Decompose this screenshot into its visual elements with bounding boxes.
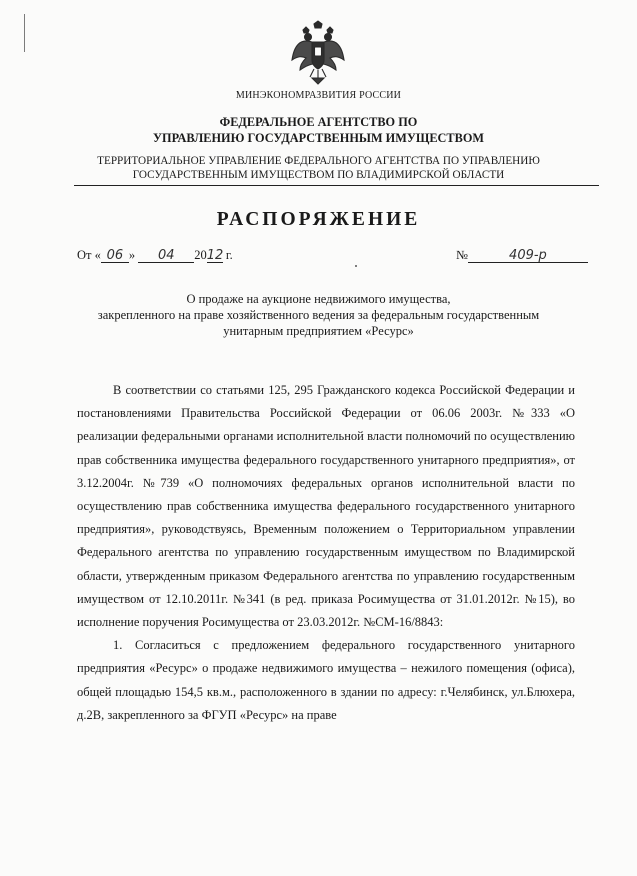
number-value-handwritten: 409-р: [468, 249, 588, 263]
header-divider: [74, 185, 599, 186]
date-suffix: г.: [222, 248, 233, 262]
agency-name-line: ФЕДЕРАЛЬНОЕ АГЕНТСТВО ПО: [219, 115, 418, 129]
ministry-name: МИНЭКОНОМРАЗВИТИЯ РОССИИ: [235, 90, 402, 101]
subject-line: О продаже на аукционе недвижимого имущества,: [186, 292, 451, 306]
scan-speck: [355, 265, 357, 267]
agency-name-line: УПРАВЛЕНИЮ ГОСУДАРСТВЕННЫМ ИМУЩЕСТВОМ: [152, 131, 485, 145]
body-paragraph-preamble: В соответствии со статьями 125, 295 Гражданского кодекса Российской Федерации и постановлениями Правительства Российской Федерации от 06.06 2003г. №333 «О реализации федеральными органами исполнительной власти полномочий по осуществлению прав собственника имущества федерального государственного унитарного предприятия», от 3.12.2004г. №739 «О полномочиях федеральных органов исполнительной власти по осуществлению прав собственника имущества федерального государственного унитарного предприятия», руководствуясь, Временным положением о Территориальном управлении Федерального агентства по управлению государственным имуществом по Владимирской области, утвержденным приказом Федерального агентства по управлению государственным имуществом от 12.10.2011г. №341 (в ред. приказа Росимущества от 31.01.2012г. №15), во исполнение поручения Росимущества от 23.03.2012г. №СМ-16/8843:: [77, 383, 575, 630]
date-day-handwritten: 06: [101, 249, 129, 263]
order-subject: [80, 291, 557, 339]
document-title: РАСПОРЯЖЕНИЕ: [216, 209, 421, 230]
territorial-office-line: ГОСУДАРСТВЕННЫМ ИМУЩЕСТВОМ ПО ВЛАДИМИРСКОЙ ОБЛАСТИ: [132, 168, 505, 181]
subject-line: унитарным предприятием «Ресурс»: [223, 324, 414, 338]
order-date: [77, 248, 233, 263]
agency-name: [0, 114, 637, 146]
order-number: [456, 248, 588, 263]
body-paragraph-item-1: 1. Согласиться с предложением федерального государственного унитарного предприятия «Ресурс» о продаже недвижимого имущества – нежилого помещения (офиса), общей площадью 154,5 кв.м., расположенного в здании по адресу: г.Челябинск, ул.Блюхера, д.2В, закрепленного за ФГУП «Ресурс» на праве: [77, 638, 575, 722]
date-year-prefix: 20: [194, 248, 207, 262]
double-headed-eagle-emblem-icon: [290, 20, 346, 86]
date-month-handwritten: 04: [138, 249, 194, 263]
order-body: [77, 379, 575, 727]
subject-line: закрепленного на праве хозяйственного ведения за федеральным государственным: [97, 308, 540, 322]
territorial-office-name: [0, 155, 637, 182]
date-year-handwritten: 12: [206, 248, 224, 263]
date-prefix: От «: [77, 248, 101, 262]
number-prefix: №: [456, 248, 468, 262]
date-separator: »: [128, 248, 136, 262]
territorial-office-line: ТЕРРИТОРИАЛЬНОЕ УПРАВЛЕНИЕ ФЕДЕРАЛЬНОГО АГЕНТСТВА ПО УПРАВЛЕНИЮ: [97, 155, 540, 167]
scan-edge-mark: [24, 14, 25, 52]
